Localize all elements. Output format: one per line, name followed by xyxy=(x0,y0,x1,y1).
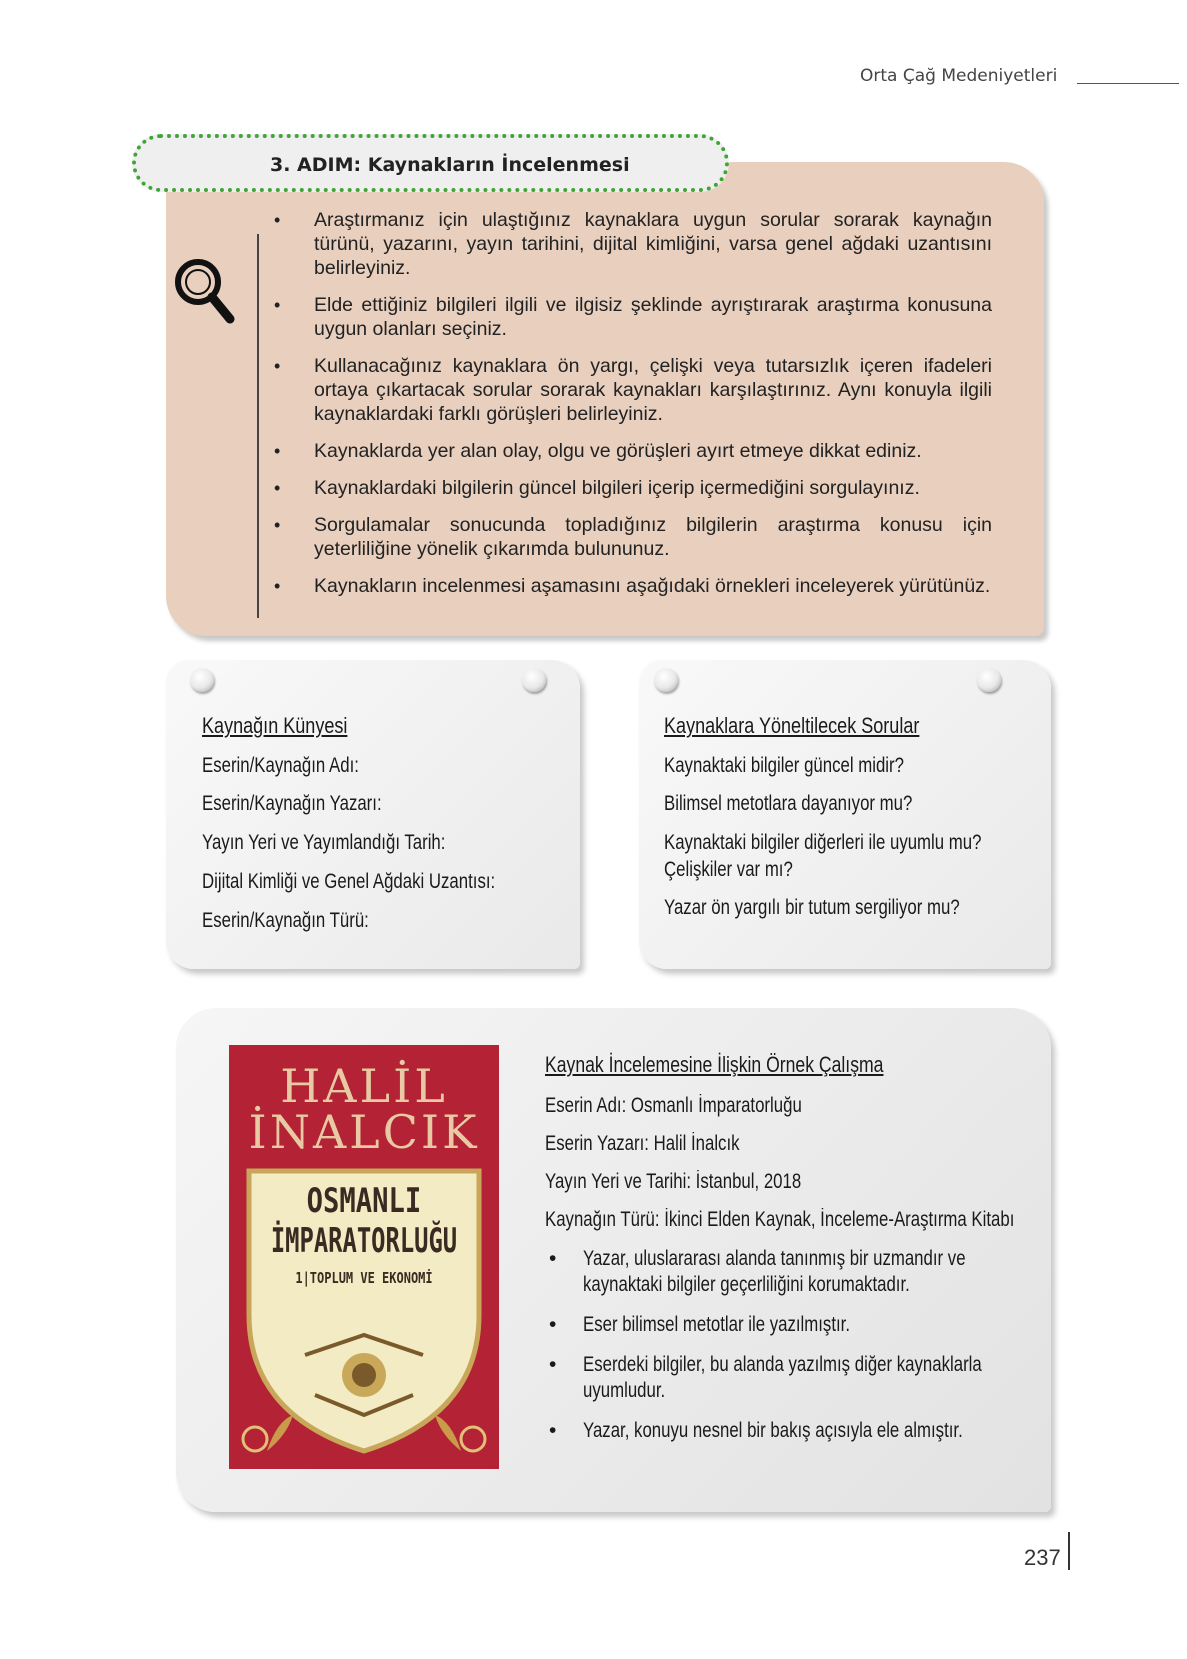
kunye-line: Dijital Kimliği ve Genel Ağdaki Uzantısı: xyxy=(202,870,496,893)
step-title: 3. ADIM: Kaynakların İncelenmesi xyxy=(270,154,630,176)
example-bullet: • Eserdeki bilgiler, bu alanda yazılmış diğer kaynaklarla uyumludur. xyxy=(545,1352,1045,1404)
step-item: • Araştırmanız için ulaştığınız kaynaklara uygun sorular sorarak kaynağın türünü, yazarını, yayın tarihini, dijital kimliğini, varsa genel ağdaki uzantısını belirleyiniz. xyxy=(270,208,992,280)
step-item: • Sorgulamalar sonucunda topladığınız bilgilerin araştırma konusu için yeterliliğine yönelik çıkarımda bulununuz. xyxy=(270,513,992,561)
kunye-line: Eserin/Kaynağın Adı: xyxy=(202,754,359,777)
sorular-heading: Kaynaklara Yöneltilecek Sorular xyxy=(664,713,920,738)
example-heading: Kaynak İncelemesine İlişkin Örnek Çalışma xyxy=(545,1052,884,1077)
book-author-last: İNALCIK xyxy=(248,1105,480,1159)
example-bullets xyxy=(545,1246,1045,1458)
step-item: • Kullanacağınız kaynaklara ön yargı, çelişki veya tutarsızlık içeren ifadeleri ortaya çıkartacak sorular sorarak kaynakları karşılaştırınız. Aynı konuyla ilgili kaynaklardaki farklı görüşleri belirleyiniz. xyxy=(270,354,992,426)
example-line: Yayın Yeri ve Tarihi: İstanbul, 2018 xyxy=(545,1170,802,1193)
sorular-line: Çelişkiler var mı? xyxy=(664,858,793,881)
sorular-line: Kaynaktaki bilgiler diğerleri ile uyumlu mu? xyxy=(664,831,982,854)
book-author-first: HALİL xyxy=(280,1059,448,1113)
pin-icon xyxy=(654,668,678,692)
pin-icon xyxy=(977,668,1001,692)
pin-icon xyxy=(522,668,546,692)
kunye-line: Eserin/Kaynağın Türü: xyxy=(202,909,369,932)
book-cover xyxy=(229,1045,499,1469)
pin-icon xyxy=(190,668,214,692)
book-subtitle: 1|TOPLUM VE EKONOMİ xyxy=(295,1269,433,1287)
kunye-line: Eserin/Kaynağın Yazarı: xyxy=(202,792,382,815)
book-title-line1: OSMANLI xyxy=(306,1181,422,1221)
header-rule xyxy=(1077,83,1179,84)
page-number: 237 xyxy=(1024,1545,1061,1570)
example-bullet: • Yazar, uluslararası alanda tanınmış bir uzmandır ve kaynaktaki bilgiler geçerliliğini korumaktadır. xyxy=(545,1246,1045,1298)
step-item: • Kaynaklardaki bilgilerin güncel bilgileri içerip içermediğini sorgulayınız. xyxy=(270,476,992,500)
step-item: • Elde ettiğiniz bilgileri ilgili ve ilgisiz şeklinde ayrıştırarak araştırma konusuna uygun olanları seçiniz. xyxy=(270,293,992,341)
example-line: Kaynağın Türü: İkinci Elden Kaynak, İnceleme-Araştırma Kitabı xyxy=(545,1208,1015,1231)
example-line: Eserin Yazarı: Halil İnalcık xyxy=(545,1132,740,1155)
sorular-line: Bilimsel metotlara dayanıyor mu? xyxy=(664,792,913,815)
step-item: • Kaynakların incelenmesi aşamasını aşağıdaki örnekleri inceleyerek yürütünüz. xyxy=(270,574,992,598)
magnifier-icon xyxy=(172,256,236,326)
page-header-title: Orta Çağ Medeniyetleri xyxy=(860,66,1058,86)
step-divider xyxy=(257,234,259,618)
sorular-line: Kaynaktaki bilgiler güncel midir? xyxy=(664,754,904,777)
example-bullet: • Eser bilimsel metotlar ile yazılmıştır. xyxy=(545,1312,1045,1338)
lion-emblem-icon xyxy=(431,1401,491,1461)
page-number-rule xyxy=(1068,1532,1070,1570)
step-item: • Kaynaklarda yer alan olay, olgu ve görüşleri ayırt etmeye dikkat ediniz. xyxy=(270,439,992,463)
sorular-line: Yazar ön yargılı bir tutum sergiliyor mu? xyxy=(664,896,960,919)
step-list xyxy=(270,208,992,611)
book-title-line2: İMPARATORLUĞU xyxy=(270,1221,458,1261)
example-bullet: • Yazar, konuyu nesnel bir bakış açısıyla ele almıştır. xyxy=(545,1418,1045,1444)
kunye-line: Yayın Yeri ve Yayımlandığı Tarih: xyxy=(202,831,446,854)
example-line: Eserin Adı: Osmanlı İmparatorluğu xyxy=(545,1094,802,1117)
kunye-heading: Kaynağın Künyesi xyxy=(202,713,348,738)
lion-emblem-icon xyxy=(237,1401,297,1461)
